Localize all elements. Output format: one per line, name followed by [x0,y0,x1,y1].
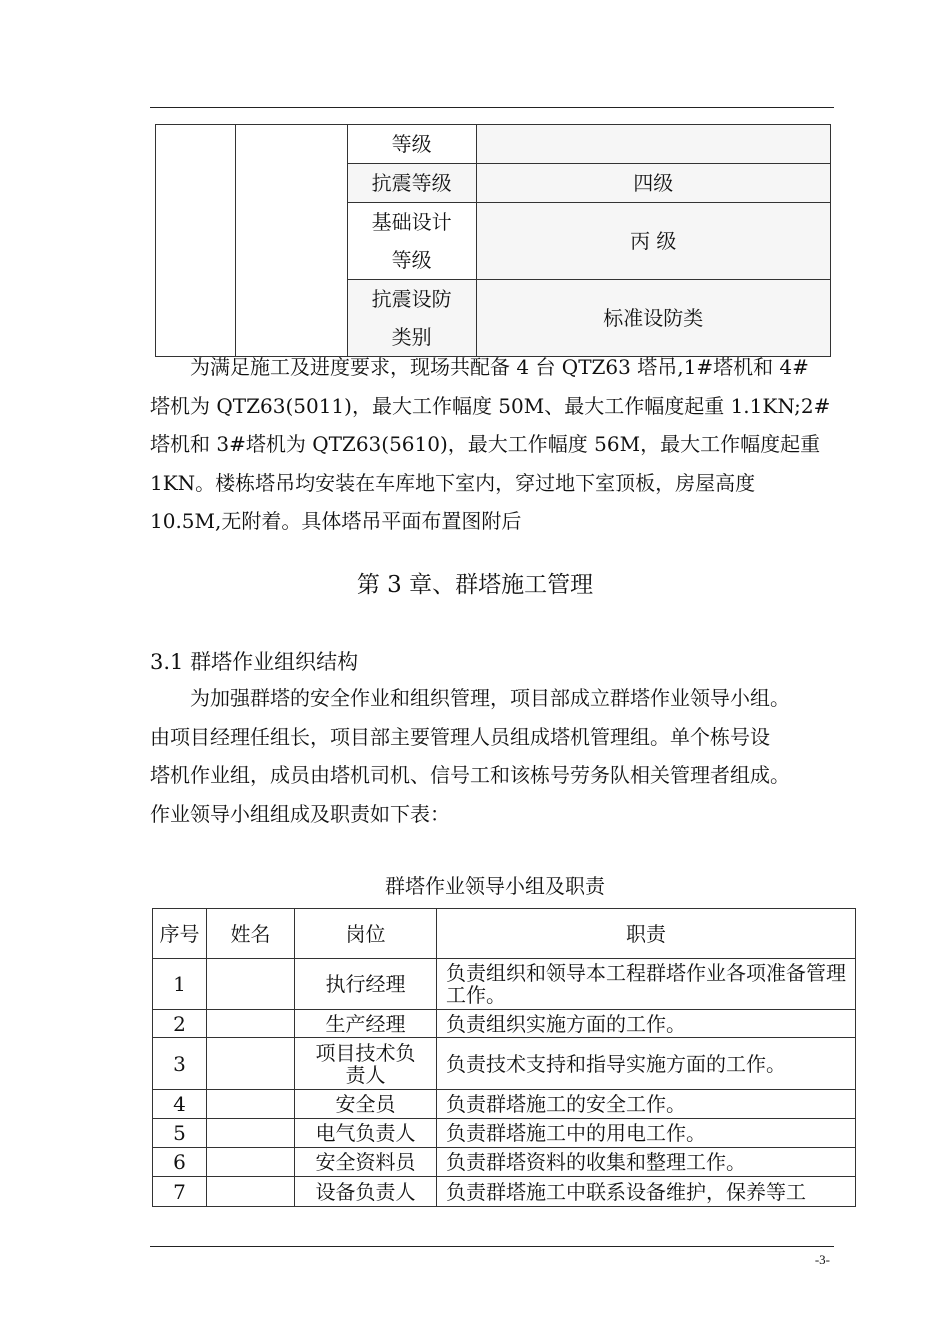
cell-no: 1 [153,959,207,1010]
header-rule [150,107,834,108]
table-row [153,1148,856,1177]
cell-post: 安全员 [295,1090,437,1119]
info-value: 四级 [476,164,830,203]
cell-no: 3 [153,1038,207,1090]
cell-duty: 负责群塔施工中的用电工作。 [437,1119,856,1148]
cell-duty: 负责群塔施工中联系设备维护，保养等工 [437,1177,856,1207]
header-name: 姓名 [207,909,295,959]
header-duty: 职责 [437,909,856,959]
duty-table [152,908,856,1207]
cell-duty: 负责群塔资料的收集和整理工作。 [437,1148,856,1177]
info-value: 丙 级 [476,203,830,280]
merged-blank-cell-1 [156,125,236,357]
project-info-table-continued [155,124,831,357]
cell-no: 7 [153,1177,207,1207]
paragraph-line: 由项目经理任组长，项目部主要管理人员组成塔机管理组。单个栋号设 [150,724,770,749]
tower-crane-paragraph [150,348,840,541]
cell-name [207,959,295,1010]
organization-paragraph [150,679,840,833]
header-no: 序号 [153,909,207,959]
table-caption: 群塔作业领导小组及职责 [385,874,605,898]
cell-post: 执行经理 [295,959,437,1010]
table-row [153,1119,856,1148]
info-label: 等级 [347,125,476,164]
info-label: 抗震等级 [347,164,476,203]
info-value: 标准设防类 [476,280,830,357]
cell-no: 4 [153,1090,207,1119]
paragraph-line: 为加强群塔的安全作业和组织管理，项目部成立群塔作业领导小组。 [150,686,790,710]
cell-post: 电气负责人 [295,1119,437,1148]
cell-post: 项目技术负责人 [295,1038,437,1090]
paragraph-line: 塔机作业组，成员由塔机司机、信号工和该栋号劳务队相关管理者组成。 [150,763,790,787]
table-row [153,1038,856,1090]
cell-name [207,1177,295,1207]
cell-post: 设备负责人 [295,1177,437,1207]
cell-duty: 负责技术支持和指导实施方面的工作。 [437,1038,856,1090]
cell-name [207,1010,295,1038]
cell-name [207,1119,295,1148]
paragraph-line: 塔机和 3#塔机为 QTZ63(5610)，最大工作幅度 56M，最大工作幅度起重 [150,432,821,456]
cell-duty: 负责组织实施方面的工作。 [437,1010,856,1038]
table-row [153,959,856,1010]
info-label: 抗震设防 类别 [347,280,476,357]
paragraph-line: 为满足施工及进度要求，现场共配备 4 台 QTZ63 塔吊,1#塔机和 4# [150,355,809,379]
footer-rule [150,1246,834,1247]
cell-duty: 负责组织和领导本工程群塔作业各项准备管理工作。 [437,959,856,1010]
paragraph-line: 作业领导小组组成及职责如下表： [150,801,450,826]
table-row [153,1090,856,1119]
cell-post: 生产经理 [295,1010,437,1038]
cell-no: 2 [153,1010,207,1038]
table-row [153,1177,856,1207]
page-number: -3- [814,1252,830,1267]
paragraph-line: 1KN。楼栋塔吊均安装在车库地下室内，穿过地下室顶板，房屋高度 [150,470,756,495]
chapter-title: 第 3 章、群塔施工管理 [356,572,594,598]
cell-post: 安全资料员 [295,1148,437,1177]
cell-no: 6 [153,1148,207,1177]
cell-name [207,1038,295,1090]
cell-duty: 负责群塔施工的安全工作。 [437,1090,856,1119]
table-header-row [153,909,856,959]
info-label: 基础设计 等级 [347,203,476,280]
cell-no: 5 [153,1119,207,1148]
section-title: 3.1 群塔作业组织结构 [150,650,359,674]
merged-blank-cell-2 [235,125,347,357]
table-row [153,1010,856,1038]
header-post: 岗位 [295,909,437,959]
paragraph-line: 10.5M,无附着。具体塔吊平面布置图附后 [150,509,522,533]
info-value [476,125,830,164]
cell-name [207,1090,295,1119]
cell-name [207,1148,295,1177]
paragraph-line: 塔机为 QTZ63(5011)，最大工作幅度 50M、最大工作幅度起重 1.1KN;2# [150,393,831,418]
